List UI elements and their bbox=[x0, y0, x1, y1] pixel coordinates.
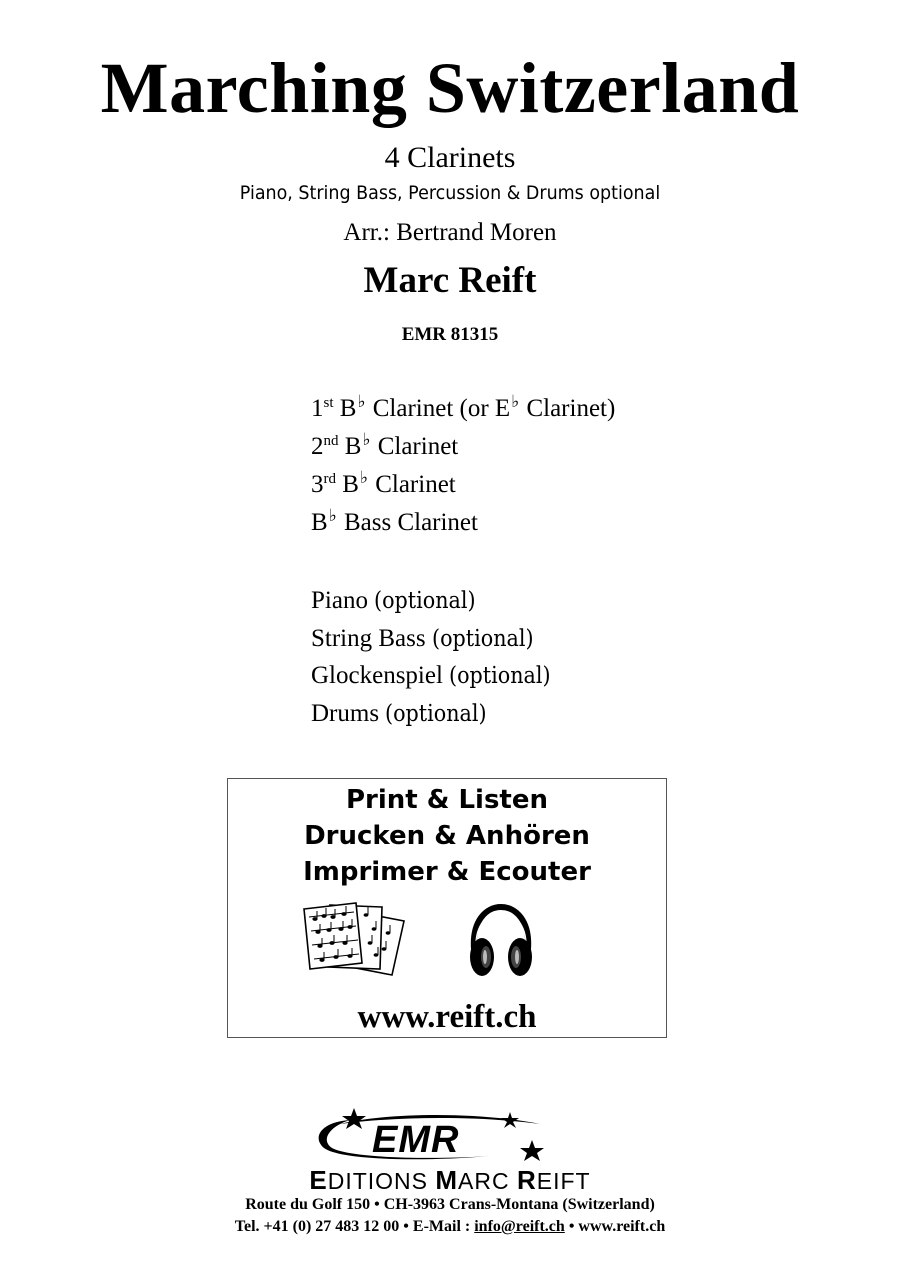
composer: Marc Reift bbox=[363, 260, 537, 301]
website-link[interactable]: www.reift.ch bbox=[357, 999, 537, 1035]
headphones-icon bbox=[466, 903, 536, 979]
flat-sign: ♭ bbox=[511, 392, 520, 411]
part-key-letter: B bbox=[339, 395, 357, 422]
parts-list bbox=[311, 390, 615, 542]
part-key-letter: B bbox=[311, 509, 328, 536]
page-title: Marching Switzerland bbox=[100, 48, 800, 128]
optional-part-name: String Bass bbox=[311, 624, 426, 652]
part-ordinal: 1 bbox=[311, 395, 324, 422]
optional-part-name: Drums bbox=[311, 699, 380, 727]
emr-logo-text: EMR bbox=[372, 1119, 460, 1161]
optional-note: (optional) bbox=[449, 663, 551, 689]
part-item bbox=[311, 390, 615, 428]
part-name: Bass Clarinet bbox=[343, 509, 478, 536]
part-name: Clarinet (or E bbox=[372, 395, 511, 422]
part-key-letter: B bbox=[344, 433, 362, 460]
flat-sign: ♭ bbox=[359, 468, 368, 487]
optional-part-item bbox=[311, 582, 562, 620]
part-key-letter: B bbox=[342, 471, 359, 498]
optional-note: (optional) bbox=[374, 588, 476, 614]
print-listen-box bbox=[227, 778, 667, 1038]
part-item bbox=[311, 466, 615, 504]
flat-sign: ♭ bbox=[357, 392, 366, 411]
instrumentation-note: Piano, String Bass, Percussion & Drums optional bbox=[239, 182, 661, 204]
optional-parts-list bbox=[311, 582, 562, 732]
optional-part-name: Glockenspiel bbox=[311, 662, 443, 689]
part-ordinal-suffix: st bbox=[323, 395, 334, 411]
email-link[interactable]: info@reift.ch bbox=[474, 1218, 565, 1235]
optional-part-item bbox=[311, 620, 562, 658]
arranger: Arr.: Bertrand Moren bbox=[343, 219, 557, 246]
emr-logo bbox=[310, 1108, 570, 1166]
optional-note: (optional) bbox=[431, 625, 534, 652]
part-ordinal: 2 bbox=[311, 433, 324, 460]
sheet-music-icon bbox=[300, 899, 410, 979]
print-listen-english: Print & Listen bbox=[345, 785, 549, 815]
part-name: Clarinet bbox=[375, 471, 456, 498]
flat-sign: ♭ bbox=[328, 506, 337, 525]
publisher-name: EDITIONS MARC REIFT bbox=[309, 1165, 591, 1195]
publisher-address: Route du Golf 150 • CH-3963 Crans-Montana (Switzerland) bbox=[245, 1196, 655, 1213]
contact-website: • www.reift.ch bbox=[564, 1218, 666, 1235]
part-item bbox=[311, 428, 615, 466]
optional-part-item bbox=[311, 695, 562, 733]
part-name: Clarinet bbox=[377, 433, 459, 460]
subtitle: 4 Clarinets bbox=[384, 141, 516, 174]
print-listen-german: Drucken & Anhören bbox=[304, 821, 590, 851]
part-ordinal-suffix: rd bbox=[323, 471, 336, 487]
optional-part-item bbox=[311, 657, 562, 695]
part-item bbox=[311, 504, 615, 542]
flat-sign: ♭ bbox=[362, 430, 371, 449]
publisher-contact bbox=[0, 1216, 900, 1238]
print-listen-french: Imprimer & Ecouter bbox=[303, 857, 591, 887]
catalog-number: EMR 81315 bbox=[401, 324, 499, 345]
part-ordinal: 3 bbox=[311, 471, 324, 498]
part-ordinal-suffix: nd bbox=[323, 433, 339, 449]
optional-note: (optional) bbox=[385, 700, 487, 727]
optional-part-name: Piano bbox=[311, 587, 368, 614]
contact-phone: Tel. +41 (0) 27 483 12 00 • E-Mail : bbox=[234, 1218, 475, 1235]
part-name-tail: Clarinet) bbox=[520, 395, 616, 422]
